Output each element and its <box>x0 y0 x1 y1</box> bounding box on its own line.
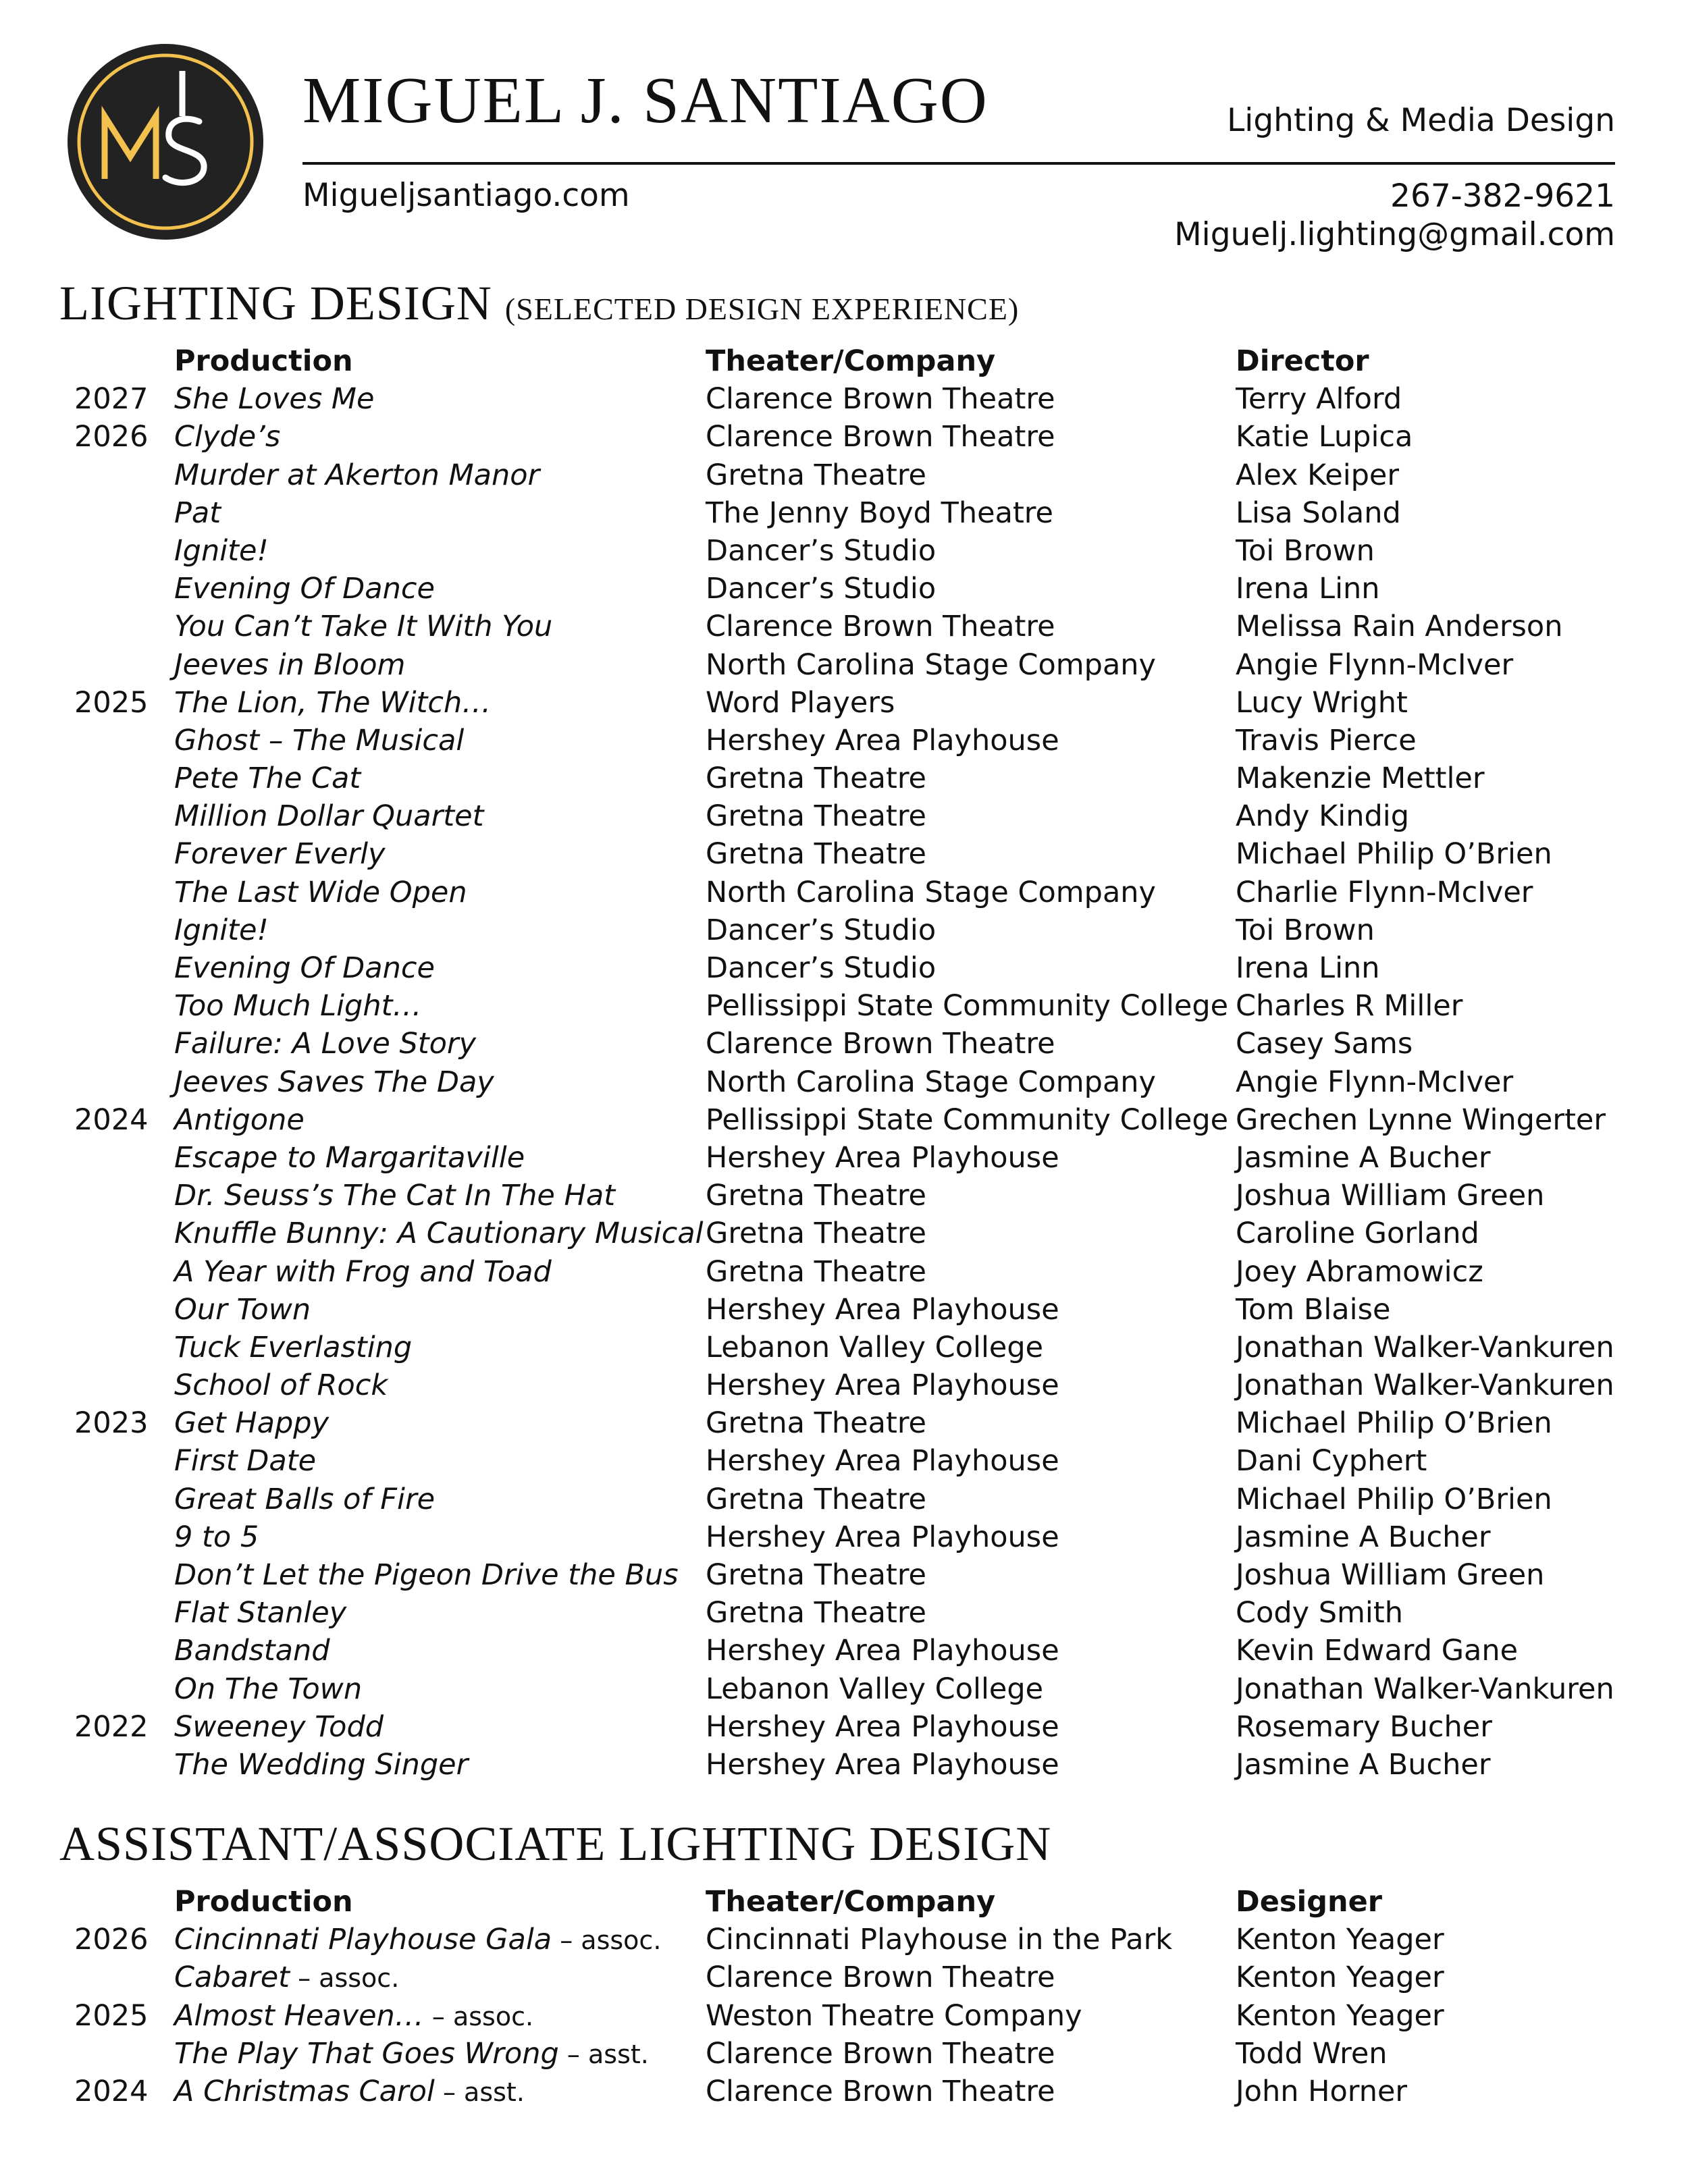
table-row <box>0 949 1688 987</box>
table-row <box>0 1253 1688 1291</box>
email-link[interactable]: Miguelj.lighting@gmail.com <box>1174 216 1615 253</box>
row-theater: Gretna Theatre <box>706 837 927 872</box>
row-person: Jasmine A Bucher <box>1236 1747 1491 1782</box>
production-title: She Loves Me <box>174 382 375 417</box>
production-role: – assoc. <box>552 1925 662 1956</box>
row-theater: Hershey Area Playhouse <box>706 1368 1059 1403</box>
production-title: Knuffle Bunny: A Cautionary Musical <box>174 1217 704 1251</box>
table-row <box>0 1101 1688 1139</box>
row-person: Angie Flynn-McIver <box>1236 1065 1514 1099</box>
row-theater: Clarence Brown Theatre <box>706 1027 1055 1061</box>
lighting-subtitle: (SELECTED DESIGN EXPERIENCE) <box>504 292 1020 326</box>
production-title: Dr. Seuss’s The Cat In The Hat <box>174 1179 616 1213</box>
row-production <box>174 1253 552 1291</box>
row-year: 2024 <box>74 2074 149 2108</box>
row-production <box>174 874 467 911</box>
table-row <box>0 646 1688 684</box>
production-title: Bandstand <box>174 1634 330 1668</box>
row-theater: Gretna Theatre <box>706 1558 927 1592</box>
row-person: Irena Linn <box>1236 572 1380 606</box>
row-theater: Hershey Area Playhouse <box>706 1634 1059 1668</box>
header-production: Production <box>174 1885 353 1919</box>
table-row <box>0 1404 1688 1442</box>
table-row <box>0 797 1688 835</box>
table-row <box>0 760 1688 797</box>
production-title: Get Happy <box>174 1406 329 1441</box>
table-row <box>0 2073 1688 2110</box>
production-title: 9 to 5 <box>174 1520 259 1554</box>
table-row <box>0 1670 1688 1708</box>
row-theater: The Jenny Boyd Theatre <box>706 496 1053 530</box>
row-theater: Weston Theatre Company <box>706 1998 1082 2033</box>
production-role: – asst. <box>434 2077 525 2107</box>
production-title: Cincinnati Playhouse Gala <box>174 1923 552 1957</box>
production-title: Ignite! <box>174 913 269 947</box>
row-theater: Word Players <box>706 685 895 720</box>
production-role: – assoc. <box>423 2001 534 2031</box>
logo <box>64 41 267 243</box>
row-person: Joshua William Green <box>1236 1179 1545 1213</box>
header-production: Production <box>174 344 353 378</box>
row-production <box>174 949 435 987</box>
row-person: Charles R Miller <box>1236 989 1463 1023</box>
row-person: Charlie Flynn-McIver <box>1236 875 1533 909</box>
row-theater: Clarence Brown Theatre <box>706 420 1055 454</box>
row-production <box>174 1708 384 1746</box>
table-row <box>0 1997 1688 2035</box>
table-row <box>0 911 1688 949</box>
table-row <box>0 418 1688 456</box>
row-production <box>174 532 269 570</box>
row-person: Toi Brown <box>1236 533 1375 568</box>
production-title: Evening Of Dance <box>174 951 435 985</box>
production-title: Evening Of Dance <box>174 572 435 606</box>
row-production <box>174 1329 412 1366</box>
production-role: – assoc. <box>290 1963 400 1994</box>
row-production <box>174 987 421 1025</box>
phone-number[interactable]: 267-382-9621 <box>1390 178 1615 215</box>
tagline: Lighting & Media Design <box>1227 102 1615 139</box>
row-production <box>174 1670 362 1708</box>
production-title: Great Balls of Fire <box>174 1482 436 1516</box>
lighting-section-title <box>59 276 1020 330</box>
row-person: Terry Alford <box>1236 382 1402 417</box>
row-theater: Pellissippi State Community College <box>706 1102 1229 1137</box>
row-theater: Gretna Theatre <box>706 458 927 492</box>
table-row <box>0 1481 1688 1518</box>
table-row <box>0 1518 1688 1556</box>
row-production <box>174 1101 305 1139</box>
row-person: John Horner <box>1236 2074 1408 2108</box>
row-theater: Dancer’s Studio <box>706 533 937 568</box>
row-production <box>174 1481 435 1518</box>
row-production <box>174 760 361 797</box>
row-person: Rosemary Bucher <box>1236 1709 1492 1744</box>
production-title: The Wedding Singer <box>174 1747 469 1782</box>
table-row <box>0 722 1688 760</box>
production-title: Antigone <box>174 1102 305 1137</box>
header-theater: Theater/Company <box>706 344 996 378</box>
header-divider <box>302 162 1615 165</box>
row-person: Caroline Gorland <box>1236 1217 1479 1251</box>
row-theater: Gretna Theatre <box>706 799 927 834</box>
row-production <box>174 684 491 722</box>
row-production <box>174 456 539 494</box>
row-theater: Hershey Area Playhouse <box>706 1292 1059 1327</box>
table-row <box>0 1063 1688 1101</box>
table-row <box>0 1329 1688 1366</box>
row-person: Tom Blaise <box>1236 1292 1391 1327</box>
row-production <box>174 835 386 873</box>
production-title: A Year with Frog and Toad <box>174 1254 552 1289</box>
row-person: Grechen Lynne Wingerter <box>1236 1102 1606 1137</box>
row-production <box>174 1746 468 1784</box>
row-theater: Gretna Theatre <box>706 1217 927 1251</box>
table-row <box>0 1556 1688 1594</box>
row-person: Kenton Yeager <box>1236 1923 1444 1957</box>
production-title: Sweeney Todd <box>174 1709 384 1744</box>
row-year: 2024 <box>74 1102 149 1137</box>
row-person: Michael Philip O’Brien <box>1236 1406 1552 1441</box>
table-row <box>0 1366 1688 1404</box>
row-person: Kevin Edward Gane <box>1236 1634 1519 1668</box>
table-row <box>0 2035 1688 2073</box>
row-person: Katie Lupica <box>1236 420 1413 454</box>
row-production <box>174 722 464 760</box>
name-heading: MIGUEL J. SANTIAGO <box>302 64 988 136</box>
row-theater: Cincinnati Playhouse in the Park <box>706 1923 1173 1957</box>
row-production <box>174 2073 525 2111</box>
row-production <box>174 1959 399 1997</box>
row-theater: Gretna Theatre <box>706 1179 927 1213</box>
row-person: Jonathan Walker-Vankuren <box>1236 1330 1614 1364</box>
row-production <box>174 646 405 684</box>
production-title: Don’t Let the Pigeon Drive the Bus <box>174 1558 679 1592</box>
lighting-title-text: LIGHTING DESIGN <box>59 276 492 330</box>
row-person: Kenton Yeager <box>1236 1998 1444 2033</box>
row-production <box>174 380 374 418</box>
row-theater: Gretna Theatre <box>706 1254 927 1289</box>
row-theater: Clarence Brown Theatre <box>706 610 1055 644</box>
row-production <box>174 1404 329 1442</box>
row-production <box>174 570 435 608</box>
row-person: Cody Smith <box>1236 1596 1403 1630</box>
table-row <box>0 835 1688 873</box>
production-title: The Lion, The Witch… <box>174 685 492 720</box>
row-person: Jonathan Walker-Vankuren <box>1236 1368 1614 1403</box>
production-title: Tuck Everlasting <box>174 1330 413 1364</box>
header-designer: Designer <box>1236 1885 1382 1919</box>
row-year: 2025 <box>74 1998 149 2033</box>
row-person: Joey Abramowicz <box>1236 1254 1483 1289</box>
assistant-section-title: ASSISTANT/ASSOCIATE LIGHTING DESIGN <box>59 1817 1052 1871</box>
row-person: Jasmine A Bucher <box>1236 1140 1491 1175</box>
row-theater: North Carolina Stage Company <box>706 1065 1157 1099</box>
production-title: Jeeves in Bloom <box>174 647 406 682</box>
production-title: Ghost – The Musical <box>174 723 465 757</box>
row-theater: Hershey Area Playhouse <box>706 1520 1059 1554</box>
production-title: First Date <box>174 1444 317 1479</box>
row-production <box>174 1139 525 1177</box>
header-director: Director <box>1236 344 1369 378</box>
row-year: 2026 <box>74 1923 149 1957</box>
table-row <box>0 1177 1688 1215</box>
table-row <box>0 570 1688 608</box>
table-row <box>0 1708 1688 1746</box>
production-title: Clyde’s <box>174 420 281 454</box>
row-year: 2027 <box>74 382 149 417</box>
row-theater: Hershey Area Playhouse <box>706 1709 1059 1744</box>
row-theater: Gretna Theatre <box>706 1596 927 1630</box>
row-theater: Dancer’s Studio <box>706 951 937 985</box>
row-theater: Dancer’s Studio <box>706 913 937 947</box>
row-production <box>174 2035 649 2073</box>
row-production <box>174 1366 388 1404</box>
row-person: Jonathan Walker-Vankuren <box>1236 1672 1614 1706</box>
row-theater: Clarence Brown Theatre <box>706 1961 1055 1995</box>
row-production <box>174 797 483 835</box>
table-row <box>0 1139 1688 1177</box>
table-row <box>0 494 1688 532</box>
production-title: Failure: A Love Story <box>174 1027 477 1061</box>
row-theater: Clarence Brown Theatre <box>706 382 1055 417</box>
row-person: Michael Philip O’Brien <box>1236 837 1552 872</box>
table-row <box>0 1594 1688 1632</box>
table-row <box>0 1291 1688 1329</box>
row-production <box>174 1632 330 1670</box>
table-row <box>0 1442 1688 1480</box>
website-link[interactable]: Migueljsantiago.com <box>302 177 630 214</box>
row-year: 2023 <box>74 1406 149 1441</box>
row-theater: Pellissippi State Community College <box>706 989 1229 1023</box>
header-theater: Theater/Company <box>706 1885 996 1919</box>
production-title: You Can’t Take It With You <box>174 610 553 644</box>
row-person: Angie Flynn-McIver <box>1236 647 1514 682</box>
row-year: 2026 <box>74 420 149 454</box>
row-production <box>174 608 552 645</box>
row-theater: Lebanon Valley College <box>706 1672 1044 1706</box>
row-production <box>174 1518 259 1556</box>
row-theater: North Carolina Stage Company <box>706 647 1157 682</box>
row-person: Melissa Rain Anderson <box>1236 610 1563 644</box>
row-production <box>174 1063 494 1101</box>
table-row <box>0 380 1688 418</box>
row-person: Todd Wren <box>1236 2036 1388 2071</box>
production-title: Cabaret <box>174 1961 290 1995</box>
production-title: Forever Everly <box>174 837 386 872</box>
production-title: Almost Heaven… <box>174 1998 424 2033</box>
production-title: School of Rock <box>174 1368 388 1403</box>
table-row <box>0 1025 1688 1063</box>
row-person: Dani Cyphert <box>1236 1444 1427 1479</box>
row-person: Casey Sams <box>1236 1027 1413 1061</box>
production-title: Too Much Light… <box>174 989 422 1023</box>
table-row <box>0 987 1688 1025</box>
row-person: Joshua William Green <box>1236 1558 1545 1592</box>
row-production <box>174 1177 615 1215</box>
row-year: 2022 <box>74 1709 149 1744</box>
row-production <box>174 911 269 949</box>
row-production <box>174 1997 533 2035</box>
logo-ring <box>68 44 263 240</box>
production-title: Murder at Akerton Manor <box>174 458 540 492</box>
production-title: Flat Stanley <box>174 1596 347 1630</box>
row-person: Jasmine A Bucher <box>1236 1520 1491 1554</box>
row-production <box>174 1442 316 1480</box>
row-production <box>174 1556 679 1594</box>
table-row <box>0 1959 1688 1996</box>
row-theater: Clarence Brown Theatre <box>706 2074 1055 2108</box>
production-title: Ignite! <box>174 533 269 568</box>
table-row <box>0 1746 1688 1784</box>
row-theater: Gretna Theatre <box>706 1406 927 1441</box>
production-title: A Christmas Carol <box>174 2074 435 2108</box>
row-person: Andy Kindig <box>1236 799 1410 834</box>
table-row <box>0 1632 1688 1670</box>
row-production <box>174 1215 704 1252</box>
row-production <box>174 1025 476 1063</box>
production-title: The Play That Goes Wrong <box>174 2036 559 2071</box>
row-person: Toi Brown <box>1236 913 1375 947</box>
table-row <box>0 456 1688 494</box>
production-title: On The Town <box>174 1672 363 1706</box>
row-year: 2025 <box>74 685 149 720</box>
row-production <box>174 1594 346 1632</box>
production-title: Million Dollar Quartet <box>174 799 484 834</box>
row-production <box>174 418 280 456</box>
row-theater: Gretna Theatre <box>706 762 927 796</box>
contact-block <box>1174 177 1615 254</box>
row-person: Irena Linn <box>1236 951 1380 985</box>
row-theater: Gretna Theatre <box>706 1482 927 1516</box>
production-title: Jeeves Saves The Day <box>174 1065 494 1099</box>
table-header-row <box>0 342 1688 380</box>
row-person: Lisa Soland <box>1236 496 1401 530</box>
row-theater: North Carolina Stage Company <box>706 875 1157 909</box>
production-title: Escape to Margaritaville <box>174 1140 525 1175</box>
row-production <box>174 1921 661 1959</box>
row-theater: Hershey Area Playhouse <box>706 723 1059 757</box>
production-title: Pat <box>174 496 221 530</box>
table-header-row <box>0 1883 1688 1921</box>
row-person: Michael Philip O’Brien <box>1236 1482 1552 1516</box>
production-title: Pete The Cat <box>174 762 361 796</box>
table-row <box>0 1921 1688 1959</box>
table-row <box>0 608 1688 645</box>
row-theater: Hershey Area Playhouse <box>706 1140 1059 1175</box>
table-row <box>0 1215 1688 1252</box>
assistant-table <box>0 1883 1688 2110</box>
row-person: Makenzie Mettler <box>1236 762 1485 796</box>
row-person: Travis Pierce <box>1236 723 1417 757</box>
production-title: The Last Wide Open <box>174 875 467 909</box>
row-theater: Dancer’s Studio <box>706 572 937 606</box>
row-person: Alex Keiper <box>1236 458 1400 492</box>
row-production <box>174 1291 311 1329</box>
table-row <box>0 874 1688 911</box>
row-theater: Lebanon Valley College <box>706 1330 1044 1364</box>
row-theater: Hershey Area Playhouse <box>706 1444 1059 1479</box>
row-person: Lucy Wright <box>1236 685 1408 720</box>
row-person: Kenton Yeager <box>1236 1961 1444 1995</box>
row-production <box>174 494 221 532</box>
row-theater: Clarence Brown Theatre <box>706 2036 1055 2071</box>
lighting-table <box>0 342 1688 1784</box>
table-row <box>0 532 1688 570</box>
production-title: Our Town <box>174 1292 311 1327</box>
row-theater: Hershey Area Playhouse <box>706 1747 1059 1782</box>
table-row <box>0 684 1688 722</box>
production-role: – asst. <box>558 2039 649 2069</box>
